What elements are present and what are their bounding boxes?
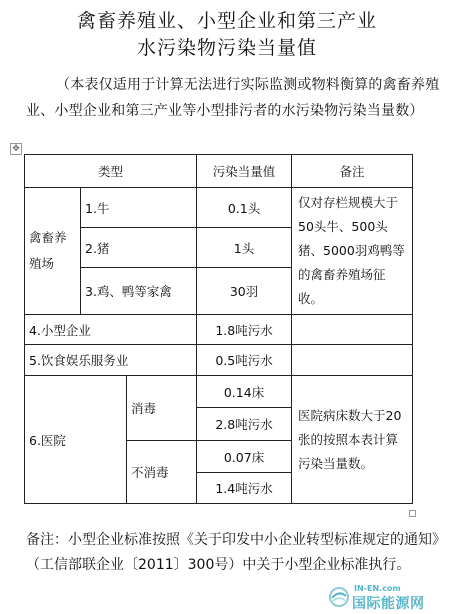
hospital-not-disinfected-label: 不消毒 xyxy=(127,441,197,504)
hospital-disinfected-value-water: 2.8吨污水 xyxy=(197,408,292,441)
hospital-remark-cell xyxy=(292,376,413,504)
row-remark-small-enterprise xyxy=(292,315,413,345)
watermark-name: 国际能源网 xyxy=(352,596,425,612)
row-item-poultry: 3.鸡、鸭等家禽 xyxy=(81,268,197,315)
row-item-food-service: 5.饮食娱乐服务业 xyxy=(25,345,197,376)
table-move-handle-icon[interactable]: ✥ xyxy=(10,143,22,155)
bottom-note: 备注：小型企业标准按照《关于印发中小企业转型标准规定的通知》（工信部联企业〔2011〕300号）中关于小型企业标准执行。 xyxy=(26,532,439,573)
row-item-hospital: 6.医院 xyxy=(25,376,127,504)
hospital-not-disinfected-value-bed: 0.07床 xyxy=(197,441,292,473)
header-value: 污染当量值 xyxy=(197,155,292,188)
hospital-remark: 医院病床数大于20张的按照本表计算污染当量数。 xyxy=(298,407,402,471)
row-item-cattle: 1.牛 xyxy=(81,188,197,228)
watermark-logo-icon xyxy=(328,586,350,608)
page-title-line-2: 水污染物污染当量值 xyxy=(136,37,317,59)
hospital-disinfected-label: 消毒 xyxy=(127,376,197,441)
hospital-not-disinfected-value-water: 1.4吨污水 xyxy=(197,473,292,504)
applicability-note xyxy=(26,72,440,124)
livestock-category-label: 禽畜养殖场 xyxy=(29,230,67,271)
row-value-small-enterprise: 1.8吨污水 xyxy=(197,315,292,345)
table-header-row xyxy=(25,155,413,188)
watermark-site: IN-EN.com xyxy=(354,584,401,593)
page-title-line-1: 禽畜养殖业、小型企业和第三产业 xyxy=(76,10,377,32)
hospital-disinfected-value-bed: 0.14床 xyxy=(197,376,292,408)
watermark xyxy=(328,584,448,610)
header-remark: 备注 xyxy=(292,155,413,188)
row-value-food-service: 0.5吨污水 xyxy=(197,345,292,376)
row-remark-food-service xyxy=(292,345,413,376)
applicability-note-text: （本表仅适用于计算无法进行实际监测或物料衡算的禽畜养殖业、小型企业和第三产业等小型排污者的水污染物污染当量数） xyxy=(26,77,440,119)
header-type: 类型 xyxy=(25,155,197,188)
table-row xyxy=(25,345,413,376)
row-value-cattle: 0.1头 xyxy=(197,188,292,228)
row-value-poultry: 30羽 xyxy=(197,268,292,315)
livestock-category-cell xyxy=(25,188,81,315)
livestock-remark-cell xyxy=(292,188,413,315)
row-item-pig: 2.猪 xyxy=(81,228,197,268)
table-row xyxy=(25,315,413,345)
table-row xyxy=(25,188,413,228)
table-row xyxy=(25,376,413,408)
table-resize-handle[interactable] xyxy=(409,510,416,517)
livestock-remark: 仅对存栏规模大于50头牛、500头猪、5000羽鸡鸭等的禽畜养殖场征收。 xyxy=(298,195,405,306)
pollution-equivalent-table xyxy=(24,154,413,504)
row-value-pig: 1头 xyxy=(197,228,292,268)
row-item-small-enterprise: 4.小型企业 xyxy=(25,315,197,345)
